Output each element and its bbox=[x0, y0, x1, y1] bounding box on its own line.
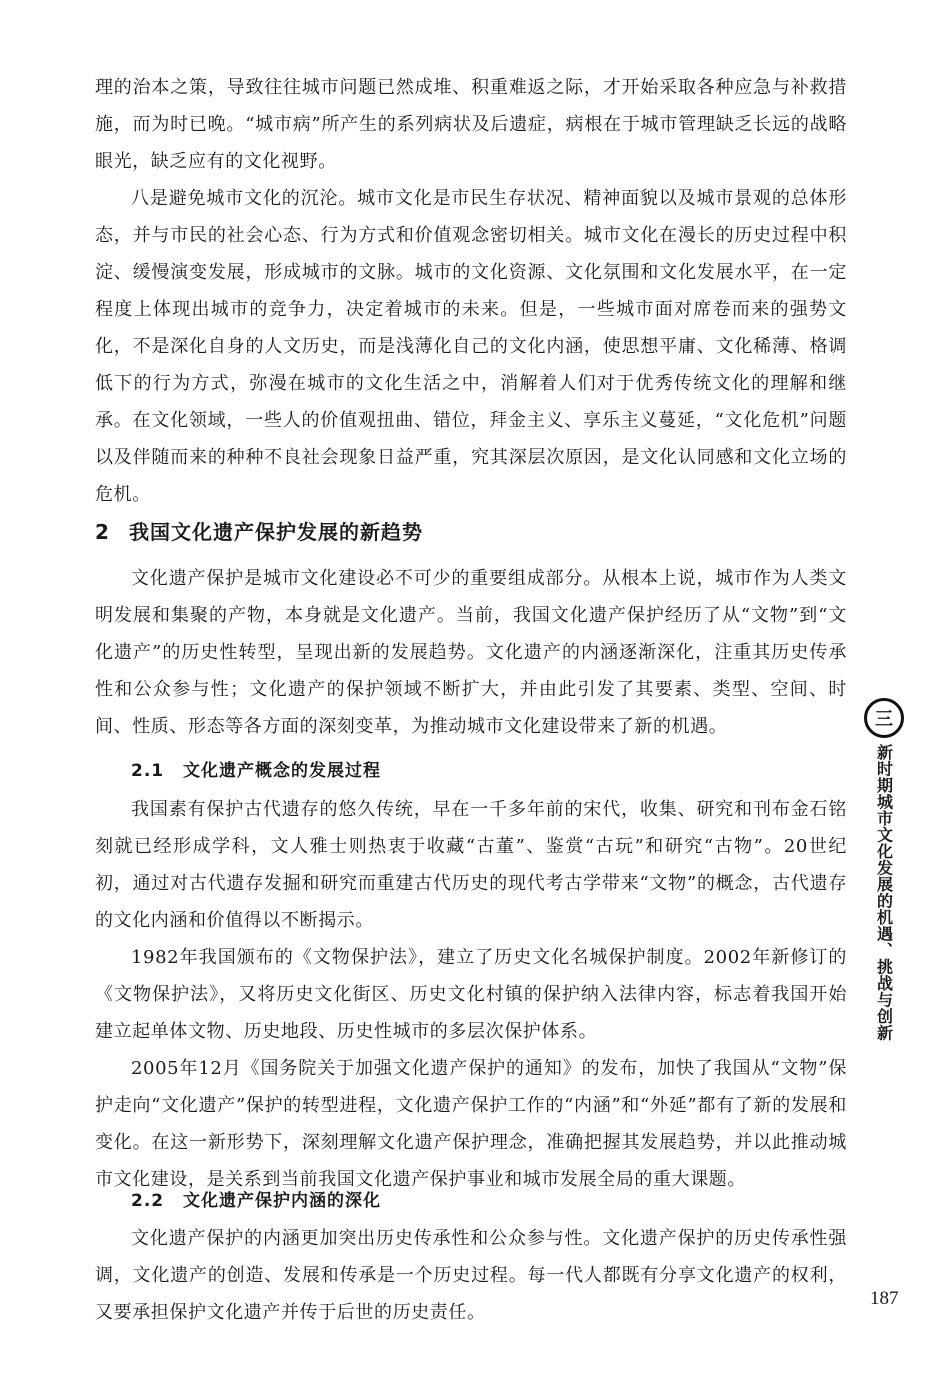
chapter-side-tab bbox=[862, 698, 906, 1041]
section-2-2-body bbox=[95, 1220, 847, 1331]
subsection-title: 文化遗产概念的发展过程 bbox=[183, 761, 381, 781]
paragraph-concept-history: 我国素有保护古代遗存的悠久传统，早在一千多年前的宋代，收集、研究和刊布金石铭刻就已经形成学科，文人雅士则热衷于收藏“古董”、鉴赏“古玩”和研究“古物”。20世纪初，通过对古代遗存发掘和研究而重建古代历史的现代考古学带来“文物”的概念，古代遗存的文化内涵和价值得以不断揭示。 bbox=[95, 799, 847, 931]
paragraph-connotation: 文化遗产保护的内涵更加突出历史传承性和公众参与性。文化遗产保护的历史传承性强调，文化遗产的创造、发展和传承是一个历史过程。每一代人都既有分享文化遗产的权利，又要承担保护文化遗产并传于后世的历史责任。 bbox=[95, 1228, 847, 1323]
section-2-1-body bbox=[95, 791, 847, 1198]
paragraph-1982-law: 1982年我国颁布的《文物保护法》，建立了历史文化名城保护制度。2002年新修订的《文物保护法》，又将历史文化街区、历史文化村镇的保护纳入法律内容，标志着我国开始建立起单体文物、历史地段、历史性城市的多层次保护体系。 bbox=[95, 947, 847, 1042]
paragraph-continued: 理的治本之策，导致往往城市问题已然成堆、积重难返之际，才开始采取各种应急与补救措施，而为时已晚。“城市病”所产生的系列病状及后遗症，病根在于城市管理缺乏长远的战略眼光，缺乏应有的文化视野。 bbox=[95, 77, 847, 172]
paragraph-2005-notice: 2005年12月《国务院关于加强文化遗产保护的通知》的发布，加快了我国从“文物”保护走向“文化遗产”保护的转型进程，文化遗产保护工作的“内涵”和“外延”都有了新的发展和变化。在这一新形势下，深刻理解文化遗产保护理念，准确把握其发展趋势，并以此推动城市文化建设，是关系到当前我国文化遗产保护事业和城市发展全局的重大课题。 bbox=[95, 1058, 847, 1190]
chapter-side-title: 新时期城市文化发展的机遇、挑战与创新 bbox=[874, 744, 894, 1041]
section-2-2-heading bbox=[131, 1186, 381, 1211]
section-2-body bbox=[95, 560, 847, 745]
subsection-number: 2.1 bbox=[131, 761, 165, 781]
top-paragraphs bbox=[95, 69, 847, 513]
section-2-1-heading bbox=[131, 756, 381, 781]
chapter-number-badge: 三 bbox=[864, 698, 904, 738]
section-2-heading bbox=[95, 516, 423, 545]
paragraph-section-2: 文化遗产保护是城市文化建设必不可少的重要组成部分。从根本上说，城市作为人类文明发展和集聚的产物，本身就是文化遗产。当前，我国文化遗产保护经历了从“文物”到“文化遗产”的历史性转型，呈现出新的发展趋势。文化遗产的内涵逐渐深化，注重其历史传承性和公众参与性；文化遗产的保护领域不断扩大，并由此引发了其要素、类型、空间、时间、性质、形态等各方面的深刻变革，为推动城市文化建设带来了新的机遇。 bbox=[95, 568, 847, 737]
section-title: 我国文化遗产保护发展的新趋势 bbox=[129, 520, 423, 544]
page-number: 187 bbox=[870, 1288, 899, 1309]
subsection-title: 文化遗产保护内涵的深化 bbox=[183, 1191, 381, 1211]
section-number: 2 bbox=[95, 520, 110, 544]
subsection-number: 2.2 bbox=[131, 1191, 165, 1211]
paragraph-cultural-decline: 八是避免城市文化的沉沦。城市文化是市民生存状况、精神面貌以及城市景观的总体形态，并与市民的社会心态、行为方式和价值观念密切相关。城市文化在漫长的历史过程中积淀、缓慢演变发展，形成城市的文脉。城市的文化资源、文化氛围和文化发展水平，在一定程度上体现出城市的竞争力，决定着城市的未来。但是，一些城市面对席卷而来的强势文化，不是深化自身的人文历史，而是浅薄化自己的文化内涵，使思想平庸、文化稀薄、格调低下的行为方式，弥漫在城市的文化生活之中，消解着人们对于优秀传统文化的理解和继承。在文化领域，一些人的价值观扭曲、错位，拜金主义、享乐主义蔓延，“文化危机”问题以及伴随而来的种种不良社会现象日益严重，究其深层次原因，是文化认同感和文化立场的危机。 bbox=[95, 188, 847, 505]
